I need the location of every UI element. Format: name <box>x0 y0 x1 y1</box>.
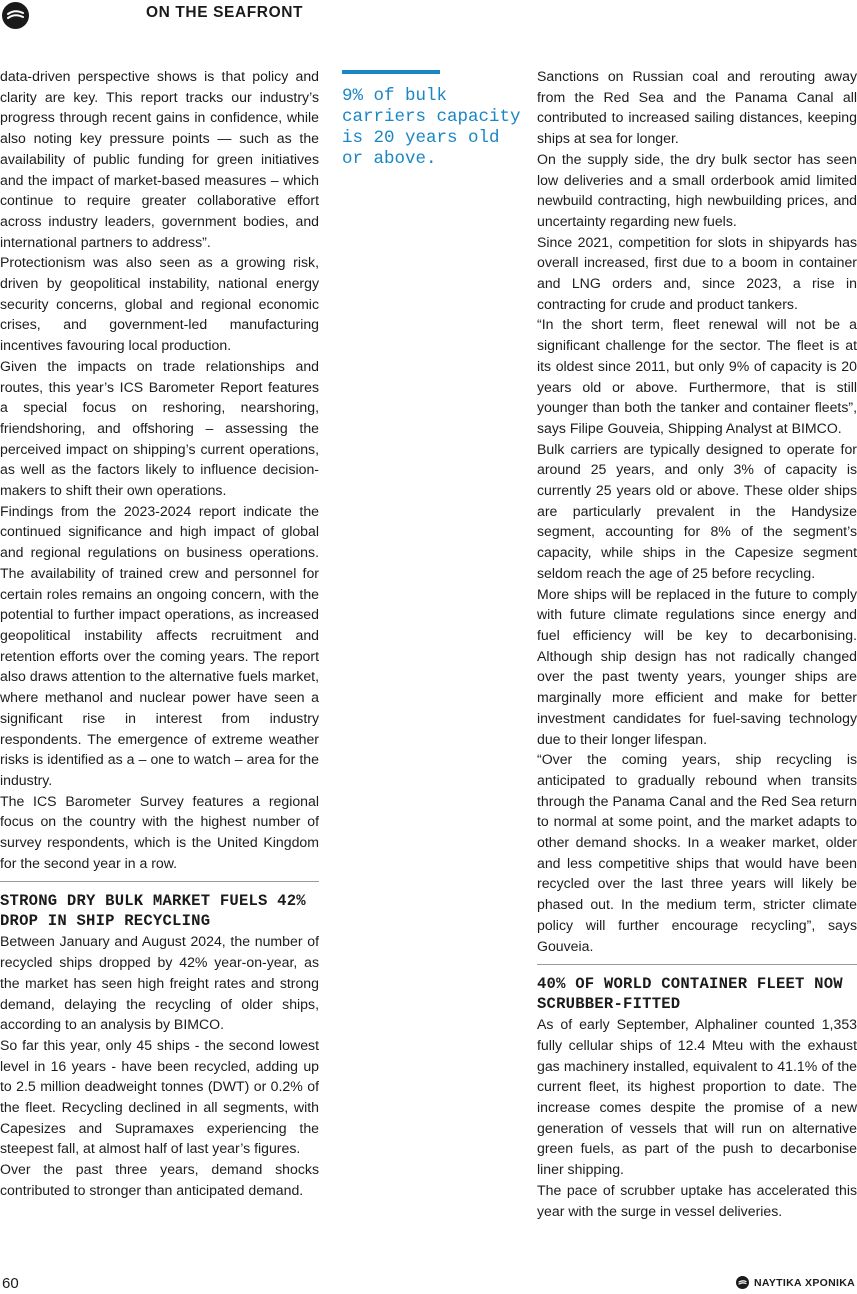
section-title: ON THE SEAFRONT <box>146 4 304 21</box>
right-column <box>537 66 857 1236</box>
page-number: 60 <box>2 1275 19 1292</box>
naftika-chronika-brand-icon <box>736 1276 749 1289</box>
article-headline: 40% OF WORLD CONTAINER FLEET NOW SCRUBBER-FITTED <box>537 975 843 1014</box>
body-paragraph: More ships will be replaced in the future to comply with future climate regulations since energy and fuel efficiency will be key to decarbonising. Although ship design has not radically changed over the past twenty years, younger ships are marginally more efficient and make for better investment candidates for fuel-saving technology due to their longer lifespan. <box>537 585 857 747</box>
body-paragraph: On the supply side, the dry bulk sector has seen low deliveries and a small orderbook amid limited newbuild contracting, high newbuilding prices, and uncertainty regarding new fuels. <box>537 150 857 229</box>
body-paragraph: Since 2021, competition for slots in shipyards has overall increased, first due to a boom in container and LNG orders and, since 2023, a rise in contracting for crude and product tankers. <box>537 233 857 312</box>
body-paragraph: Findings from the 2023-2024 report indicate the continued significance and high impact of global and regional regulations on business operations. The availability of trained crew and personnel for certain roles remains an ongoing concern, with the potential to further impact operations, as increased geopolitical instability affects recruitment and retention efforts over the coming years. The report also draws attention to the alternative fuels market, where methanol and nuclear power have seen a significant rise in interest from industry respondents. The emergence of extreme weather risks is identified as a – one to watch – area for the industry. <box>0 502 319 788</box>
article-paragraph: The pace of scrubber uptake has accelerated this year with the surge in vessel deliveries. <box>537 1181 857 1219</box>
article-headline: STRONG DRY BULK MARKET FUELS 42% DROP IN SHIP RECYCLING <box>0 892 306 931</box>
footer-brand <box>736 1276 855 1289</box>
article-paragraph: Between January and August 2024, the number of recycled ships dropped by 42% year-on-year, as the market has seen high freight rates and strong demand, delaying the recycling of older ships, according to an analysis by BIMCO. <box>0 933 319 1033</box>
pull-quote-accent-rule <box>342 70 440 74</box>
article-paragraph: So far this year, only 45 ships - the second lowest level in 16 years - have been recycled, adding up to 2.5 million deadweight tonnes (DWT) or 0.2% of the fleet. Recycling declined in all segments, with Capesizes and Supramaxes experiencing the steepest fall, at almost half of last year’s figures. <box>0 1036 319 1157</box>
article-paragraph: As of early September, Alphaliner counted 1,353 fully cellular ships of 12.4 Mteu with the exhaust gas machinery installed, equivalent to 41.1% of the current fleet, its highest proportion to date. The increase comes despite the promise of a new generation of vessels that will run on alternative green fuels, as part of the push to decarbonise liner shipping. <box>537 1016 857 1178</box>
naftika-chronika-logo-icon <box>2 2 29 29</box>
section-divider <box>537 964 857 965</box>
article-paragraph: Over the past three years, demand shocks contributed to stronger than anticipated demand. <box>0 1161 319 1198</box>
body-paragraph: Protectionism was also seen as a growing risk, driven by geopolitical instability, national energy security concerns, global and regional economic crises, and government-led manufacturing incentives favouring local production. <box>0 254 319 354</box>
pull-quote: 9% of bulk carriers capacity is 20 years old or above. <box>342 86 521 169</box>
body-paragraph: The ICS Barometer Survey features a regional focus on the country with the highest number of survey respondents, which is the United Kingdom for the second year in a row. <box>0 792 319 871</box>
body-paragraph: Bulk carriers are typically designed to operate for around 25 years, and only 3% of capacity is currently 25 years old or above. These older ships are particularly prevalent in the Handysize segment, accounting for 8% of the segment’s capacity, while ships in the Capesize segment seldom reach the age of 25 before recycling. <box>537 440 857 581</box>
brand-name: ΝΑΥΤΙΚΑ ΧΡΟΝΙΚΑ <box>754 1276 855 1289</box>
body-paragraph: data-driven perspective shows is that policy and clarity are key. This report tracks our industry’s progress through recent gains in confidence, while also noting key pressure points — such as the availability of public funding for green initiatives and the impact of market-based measures – which continue to require greater collaborative effort across industry leaders, government bodies, and international partners to address”. <box>0 68 319 250</box>
section-divider <box>0 881 319 882</box>
left-column <box>0 66 319 1236</box>
body-paragraph: “Over the coming years, ship recycling is anticipated to gradually rebound when transits through the Panama Canal and the Red Sea return to normal at some point, and the market adapts to other demand shocks. In a weaker market, older and less competitive ships that would have been recycled over the last three years will likely be phased out. In the medium term, stricter climate policy will further encourage recycling”, says Gouveia. <box>537 751 857 954</box>
body-paragraph: “In the short term, fleet renewal will not be a significant challenge for the sector. The fleet is at its oldest since 2011, but only 9% of capacity is 20 years old or above. Furthermore, that is still younger than both the tanker and container fleets”, says Filipe Gouveia, Shipping Analyst at BIMCO. <box>537 316 857 436</box>
body-paragraph: Given the impacts on trade relationships and routes, this year’s ICS Barometer Report features a special focus on reshoring, nearshoring, friendshoring, and offshoring – assessing the perceived impact on shipping’s current operations, as well as the factors likely to influence decision-makers to shift their own operations. <box>0 357 319 499</box>
body-paragraph: Sanctions on Russian coal and rerouting away from the Red Sea and the Panama Canal all contributed to increased sailing distances, keeping ships at sea for longer. <box>537 68 857 147</box>
